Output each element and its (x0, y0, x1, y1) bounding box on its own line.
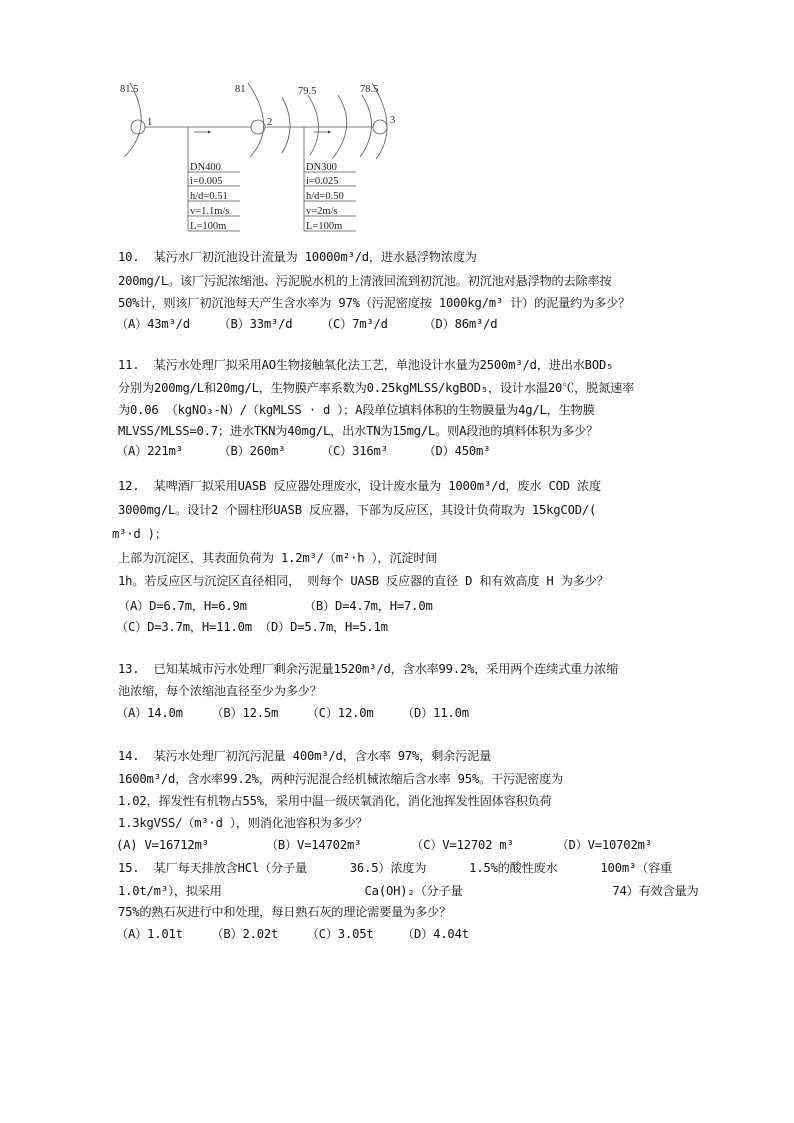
question-text: MLVSS/MLSS=0.7；进水TKN为40mg/L，出水TN为15mg/L。则A段池的填料体积为多少？ (118, 424, 599, 438)
question-text: 1.0t/m³），拟采用 Ca(OH)₂（分子量 74）有效含量为 (118, 884, 699, 898)
pipe-spec: v=2m/s (306, 206, 338, 217)
question-text: 为0.06 （kgNO₃-N）/（kgMLSS · d ）；A段单位填料体积的生物膜量为4g/L，生物膜 (118, 403, 595, 417)
question-text: 1600m³/d，含水率99.2%，两种污泥混合经机械浓缩后含水率 95%。干污泥密度为 (118, 772, 563, 786)
pipe-spec: i=0.005 (190, 176, 223, 187)
question-text: 200mg/L。该厂污泥浓缩池、污泥脱水机的上清液回流到初沉池。初沉池对悬浮物的去除率按 (118, 274, 612, 288)
question-text: 12. 某啤酒厂拟采用UASB 反应器处理废水，设计废水量为 1000m³/d，废水 COD 浓度 (118, 479, 601, 493)
question-text: 50%计，则该厂初沉池每天产生含水率为 97%（污泥密度按 1000kg/m³ 计）的泥量约为多少？ (118, 296, 631, 310)
question-text: 10. 某污水厂初沉池设计流量为 10000m³/d，进水悬浮物浓度为 (118, 250, 477, 264)
pipe-spec: L=100m (190, 221, 227, 232)
answer-options: （A）14.0m （B）12.5m （C）12.0m （D）11.0m (116, 706, 469, 720)
pipe-spec: h/d=0.50 (306, 191, 344, 202)
question-text: 1h。若反应区与沉淀区直径相同， 则每个 UASB 反应器的直径 D 和有效高度 H 为多少？ (118, 574, 609, 588)
question-text: 75%的熟石灰进行中和处理，每日熟石灰的理论需要量为多少？ (118, 905, 452, 919)
answer-options: （A）43m³/d （B）33m³/d （C）7m³/d （D）86m³/d (116, 317, 498, 331)
sewer-pipe-diagram (110, 75, 410, 240)
question-text: 上部为沉淀区，其表面负荷为 1.2m³/（m²·h ），沉淀时间 (118, 551, 438, 565)
question-text: 池浓缩，每个浓缩池直径至少为多少？ (118, 684, 322, 698)
node-label: 3 (390, 115, 396, 126)
question-text: 14. 某污水处理厂初沉污泥量 400m³/d，含水率 97%，剩余污泥量 (118, 749, 492, 763)
question-text: 1.02，挥发性有机物占55%，采用中温一级厌氧消化，消化池挥发性固体容积负荷 (118, 794, 552, 808)
question-text: 13. 已知某城市污水处理厂剩余污泥量1520m³/d，含水率99.2%，采用两个连续式重力浓缩 (118, 662, 619, 676)
question-text: 分别为200mg/L和20mg/L，生物膜产率系数为0.25kgMLSS/kgBOD₅，设计水温20℃，脱氮速率 (118, 381, 635, 395)
answer-options: (A) V=16712m³ （B）V=14702m³ （C）V=12702 m³ （D）V=10702m³ (116, 838, 652, 852)
answer-options: （C）D=3.7m，H=11.0m （D）D=5.7m，H=5.1m (116, 620, 388, 634)
question-text: 3000mg/L。设计2 个圆柱形UASB 反应器，下部为反应区，其设计负荷取为 15kgCOD/( (118, 503, 597, 517)
pipe-spec: h/d=0.51 (190, 191, 228, 202)
pipe-spec: DN300 (306, 162, 337, 173)
node-label: 1 (147, 117, 153, 128)
elevation-label: 81 (235, 84, 246, 95)
pipe-spec: L=100m (306, 221, 343, 232)
pipe-spec: v=1.1m/s (190, 206, 230, 217)
question-text: 11. 某污水处理厂拟采用AO生物接触氧化法工艺，单池设计水量为2500m³/d，进出水BOD₅ (118, 358, 614, 372)
pipe-spec: DN400 (190, 162, 221, 173)
question-text: 15. 某厂每天排放含HCl（分子量 36.5）浓度为 1.5%的酸性废水 100m³（容重 (118, 861, 673, 875)
elevation-label: 79.5 (298, 86, 317, 97)
pipe-spec: i=0.025 (306, 176, 339, 187)
answer-options: （A）1.01t （B）2.02t （C）3.05t （D）4.04t (116, 927, 469, 941)
question-text: m³·d )； (112, 527, 167, 541)
answer-options: （A）D=6.7m，H=6.9m （B）D=4.7m，H=7.0m (118, 599, 433, 613)
elevation-label: 78.5 (360, 84, 379, 95)
question-text: 1.3kgVSS/（m³·d ），则消化池容积为多少？ (118, 816, 368, 830)
node-label: 2 (267, 117, 273, 128)
answer-options: （A）221m³ （B）260m³ （C）316m³ （D）450m³ (116, 444, 491, 458)
elevation-label: 81.5 (120, 84, 139, 95)
